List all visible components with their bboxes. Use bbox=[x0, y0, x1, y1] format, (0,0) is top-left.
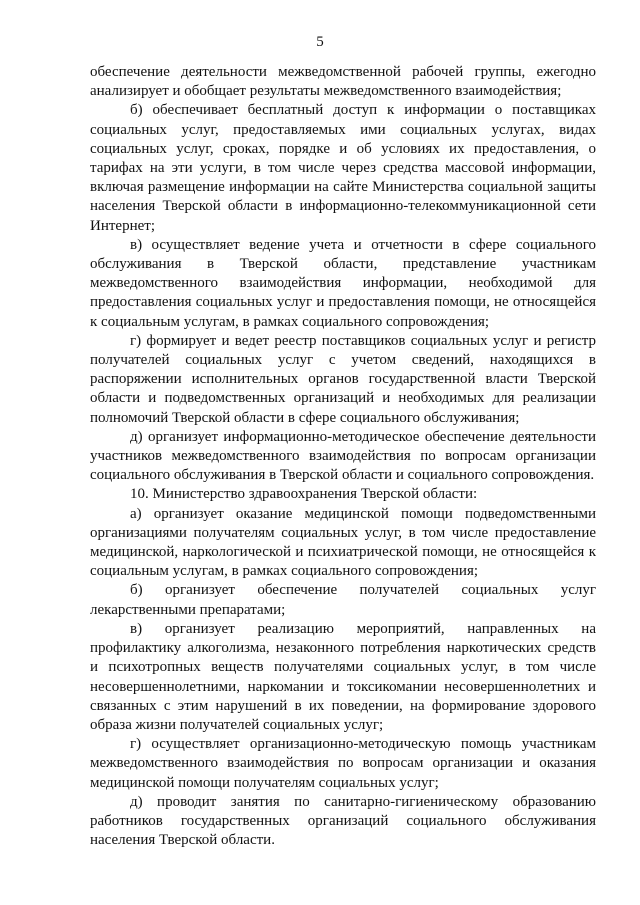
paragraph-item-b-medicines: б) организует обеспечение получателей социальных услуг лекарственными препаратами; bbox=[90, 582, 596, 618]
paragraph-item-b-public-access: б) обеспечивает бесплатный доступ к информации о поставщиках социальных услуг, предоставляемых ими социальных услугах, видах социальных услуг, сроках, порядке и об условиях их предоставления, о тарифах на эти услуги, в том числе через средства массовой информации, включая размещение информации на сайте Министерства социальной защиты населения Тверской области в информационно-телекоммуникационной сети Интернет; bbox=[90, 102, 596, 234]
paragraph-item-v-prevention: в) организует реализацию мероприятий, направленных на профилактику алкоголизма, незаконного потребления наркотических средств и психотропных веществ получателями социальных услуг, в том числе несовершеннолетними, наркомании и токсикомании несовершеннолетних и связанных с этим нарушений в их поведении, на формирование здорового образа жизни получателей социальных услуг; bbox=[90, 620, 596, 733]
paragraph-item-d-methodical-support: д) организует информационно-методическое обеспечение деятельности участников межведомственного взаимодействия по вопросам организации социального обслуживания в Тверской области и социального сопровождения. bbox=[90, 428, 596, 484]
section-heading-ministry-of-health: 10. Министерство здравоохранения Тверской области: bbox=[130, 486, 478, 503]
paragraph-item-a-medical-care: а) организует оказание медицинской помощи подведомственными организациями получателям социальных услуг, в том числе предоставление медицинской, наркологической и психиатрической помощи, не относящейся к социальным услугам, в рамках социального сопровождения; bbox=[90, 505, 596, 580]
paragraph-item-v-accounting: в) осуществляет ведение учета и отчетности в сфере социального обслуживания в Тверской области, представление участникам межведомственного взаимодействия информации, необходимой для предоставления социальных услуг и предоставления помощи, не относящейся к социальным услугам, в рамках социального сопровождения; bbox=[90, 236, 596, 330]
page-number: 5 bbox=[316, 34, 324, 50]
paragraph-continuation: обеспечение деятельности межведомственной рабочей группы, ежегодно анализирует и обобщает результаты межведомственного взаимодействия; bbox=[90, 64, 596, 100]
paragraph-item-g-methodical-help: г) осуществляет организационно-методическую помощь участникам межведомственного взаимодействия по вопросам организации и оказания медицинской помощи получателям социальных услуг; bbox=[90, 736, 596, 791]
paragraph-item-d-sanitary-training: д) проводит занятия по санитарно-гигиеническому образованию работников государственных организаций социального обслуживания населения Тверской области. bbox=[90, 793, 596, 849]
paragraph-item-g-registry: г) формирует и ведет реестр поставщиков социальных услуг и регистр получателей социальных услуг с учетом сведений, находящихся в распоряжении исполнительных органов государственной власти Тверской области и подведомственных организаций и необходимых для реализации полномочий Тверской области в сфере социального обслуживания; bbox=[90, 332, 596, 426]
document-body bbox=[90, 63, 596, 850]
